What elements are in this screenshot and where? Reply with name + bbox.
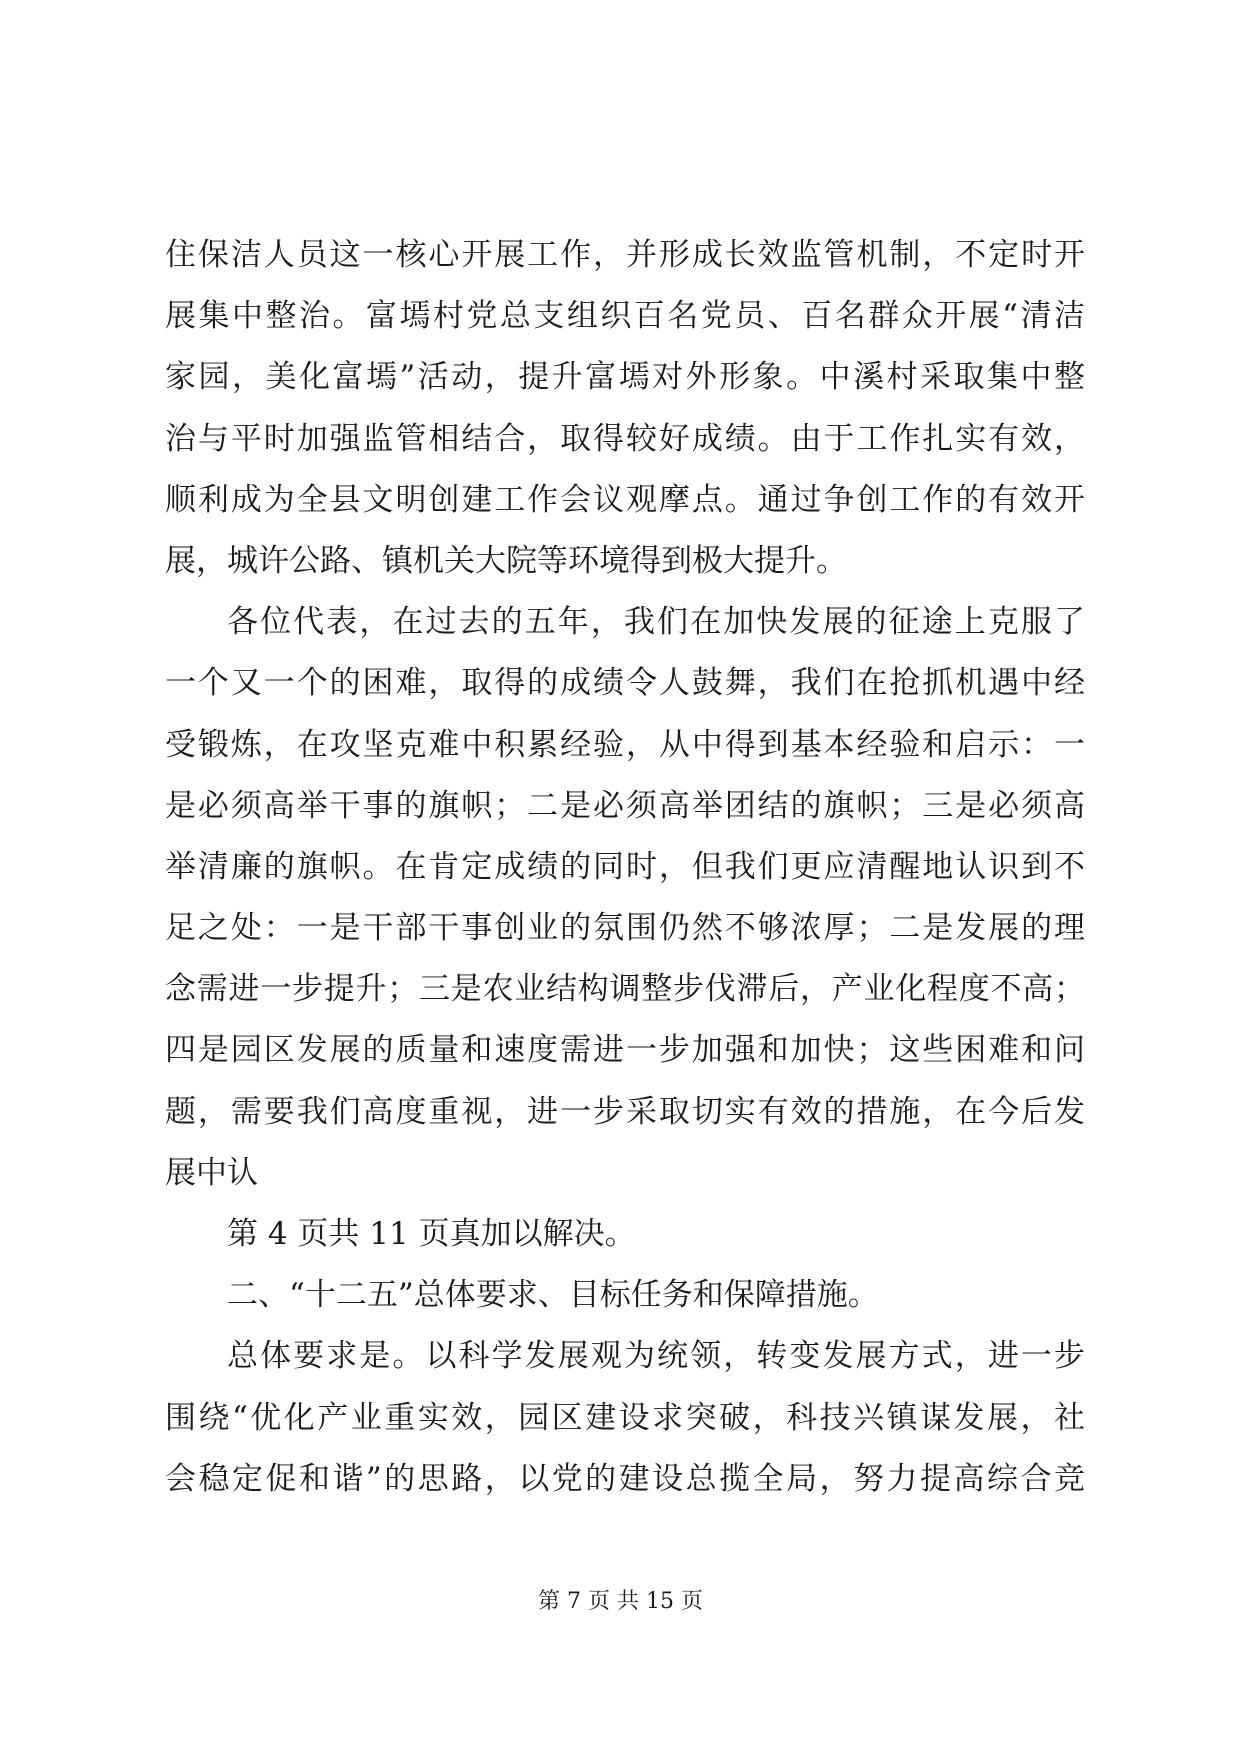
text-line: 题，需要我们高度重视，进一步采取切实有效的措施，在今后发 [165,1093,1085,1130]
text-line: 展中认 [165,1154,258,1191]
paragraph-start-line: 总体要求是。以科学发展观为统领，转变发展方式，进一步 [227,1338,1085,1375]
page-footer [0,1584,1241,1615]
text-line: 念需进一步提升；三是农业结构调整步伐滞后，产业化程度不高； [165,971,1085,1008]
text-line: 会稳定促和谐”的思路，以党的建设总揽全局，努力提高综合竞 [165,1460,1085,1497]
text-line: 住保洁人员这一核心开展工作，并形成长效监管机制，不定时开 [165,237,1085,273]
text-line: 足之处：一是干部干事创业的氛围仍然不够浓厚；二是发展的理 [165,910,1085,947]
text-line: 是必须高举干事的旗帜；二是必须高举团结的旗帜；三是必须高 [165,787,1085,824]
document-body [165,225,1085,1510]
section-heading: 二、“十二五”总体要求、目标任务和保障措施。 [227,1277,879,1314]
text-line: 四是园区发展的质量和速度需进一步加强和加快；这些困难和问 [165,1032,1085,1069]
text-line: 家园，美化富墕”活动，提升富墕对外形象。中溪村采取集中整 [165,359,1085,396]
text-line: 展集中整治。富墕村党总支组织百名党员、百名群众开展“清洁 [165,298,1085,335]
text-line: 一个又一个的困难，取得的成绩令人鼓舞，我们在抢抓机遇中经 [165,665,1085,702]
text-line: 展，城许公路、镇机关大院等环境得到极大提升。 [165,542,847,579]
text-line: 顺利成为全县文明创建工作会议观摩点。通过争创工作的有效开 [165,481,1085,518]
paragraph-start-line: 各位代表，在过去的五年，我们在加快发展的征途上克服了 [227,604,1085,641]
text-line: 围绕“优化产业重实效，园区建设求突破，科技兴镇谋发展，社 [165,1399,1085,1436]
page-number-label: 第 7 页 共 15 页 [538,1589,703,1614]
text-line: 举清廉的旗帜。在肯定成绩的同时，但我们更应清醒地认识到不 [165,848,1085,885]
paragraph-start-line: 第 4 页共 11 页真加以解决。 [227,1216,636,1252]
text-line: 治与平时加强监管相结合，取得较好成绩。由于工作扎实有效， [165,420,1085,457]
text-line: 受锻炼，在攻坚克难中积累经验，从中得到基本经验和启示：一 [165,726,1085,763]
